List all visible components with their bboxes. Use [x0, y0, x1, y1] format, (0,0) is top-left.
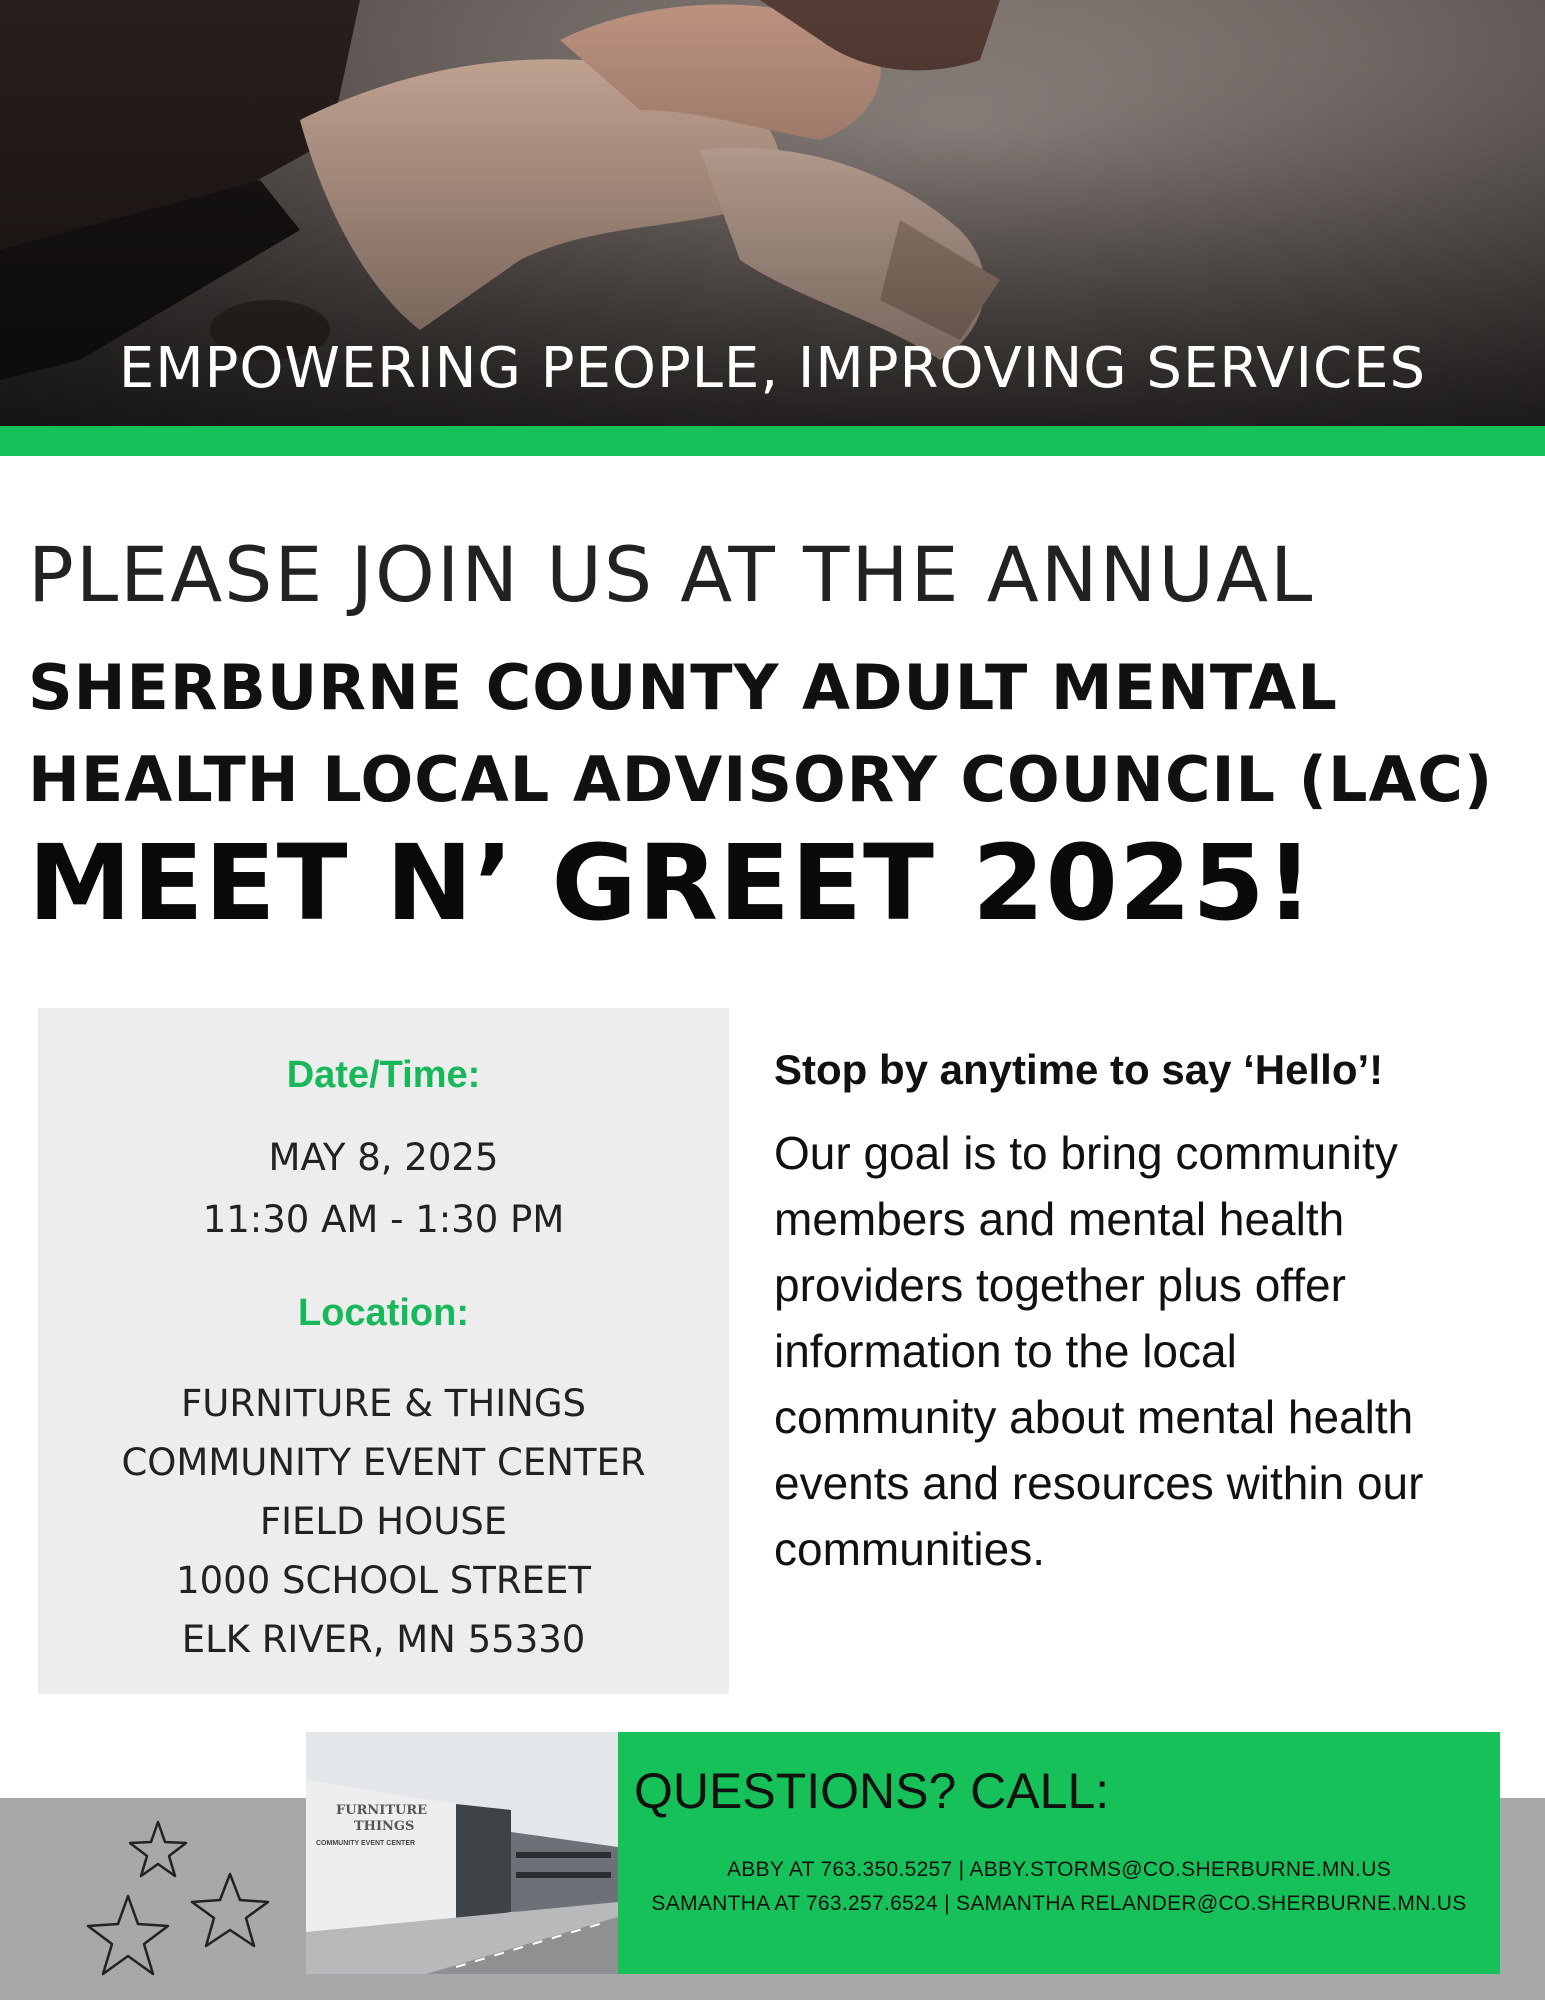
stars-doodle — [80, 1810, 300, 1990]
invite-heading: PLEASE JOIN US AT THE ANNUAL — [28, 530, 1315, 619]
goal-line: community about mental health — [774, 1391, 1414, 1443]
location-label: Location: — [298, 1292, 469, 1334]
location-line: FURNITURE & THINGS — [181, 1382, 586, 1425]
council-name-line: HEALTH LOCAL ADVISORY COUNCIL (LAC) — [28, 743, 1494, 816]
event-title: MEET N’ GREET 2025! — [28, 822, 1315, 944]
star-icon — [192, 1874, 268, 1946]
event-details-box — [38, 1008, 729, 1694]
location-line: ELK RIVER, MN 55330 — [181, 1618, 586, 1661]
goal-line: Our goal is to bring community — [774, 1127, 1398, 1179]
event-date: MAY 8, 2025 — [268, 1136, 499, 1179]
hero-banner — [0, 0, 1545, 426]
date-time-label: Date/Time: — [286, 1054, 481, 1096]
goal-line: providers together plus offer — [774, 1259, 1346, 1311]
venue-sign: FURNITURE — [336, 1803, 428, 1818]
contact-box — [618, 1732, 1500, 1974]
hello-heading: Stop by anytime to say ‘Hello’! — [774, 1046, 1384, 1093]
location-line: COMMUNITY EVENT CENTER — [121, 1441, 646, 1484]
council-name-line: SHERBURNE COUNTY ADULT MENTAL — [28, 651, 1338, 724]
goal-paragraph — [774, 1120, 1514, 1582]
star-icon — [130, 1822, 186, 1876]
goal-line: communities. — [774, 1523, 1045, 1575]
contact-title: QUESTIONS? CALL: — [634, 1763, 1110, 1819]
location-line: FIELD HOUSE — [259, 1500, 508, 1543]
event-description — [774, 1046, 1514, 1582]
venue-sign: THINGS — [354, 1819, 415, 1834]
goal-line: events and resources within our — [774, 1457, 1424, 1509]
event-time: 11:30 AM - 1:30 PM — [202, 1198, 565, 1241]
venue-photo — [306, 1732, 618, 1974]
venue-sign: COMMUNITY EVENT CENTER — [316, 1840, 416, 1847]
hero-tagline: EMPOWERING PEOPLE, IMPROVING SERVICES — [118, 336, 1427, 401]
accent-divider — [0, 426, 1545, 456]
goal-line: information to the local — [774, 1325, 1237, 1377]
contact-line: ABBY AT 763.350.5257 | ABBY.STORMS@CO.SHERBURNE.MN.US — [727, 1858, 1391, 1881]
star-icon — [88, 1896, 168, 1974]
goal-line: members and mental health — [774, 1193, 1345, 1245]
contact-line: SAMANTHA AT 763.257.6524 | SAMANTHA RELANDER@CO.SHERBURNE.MN.US — [651, 1892, 1467, 1915]
location-line: 1000 SCHOOL STREET — [176, 1559, 591, 1602]
council-name — [28, 642, 1528, 826]
